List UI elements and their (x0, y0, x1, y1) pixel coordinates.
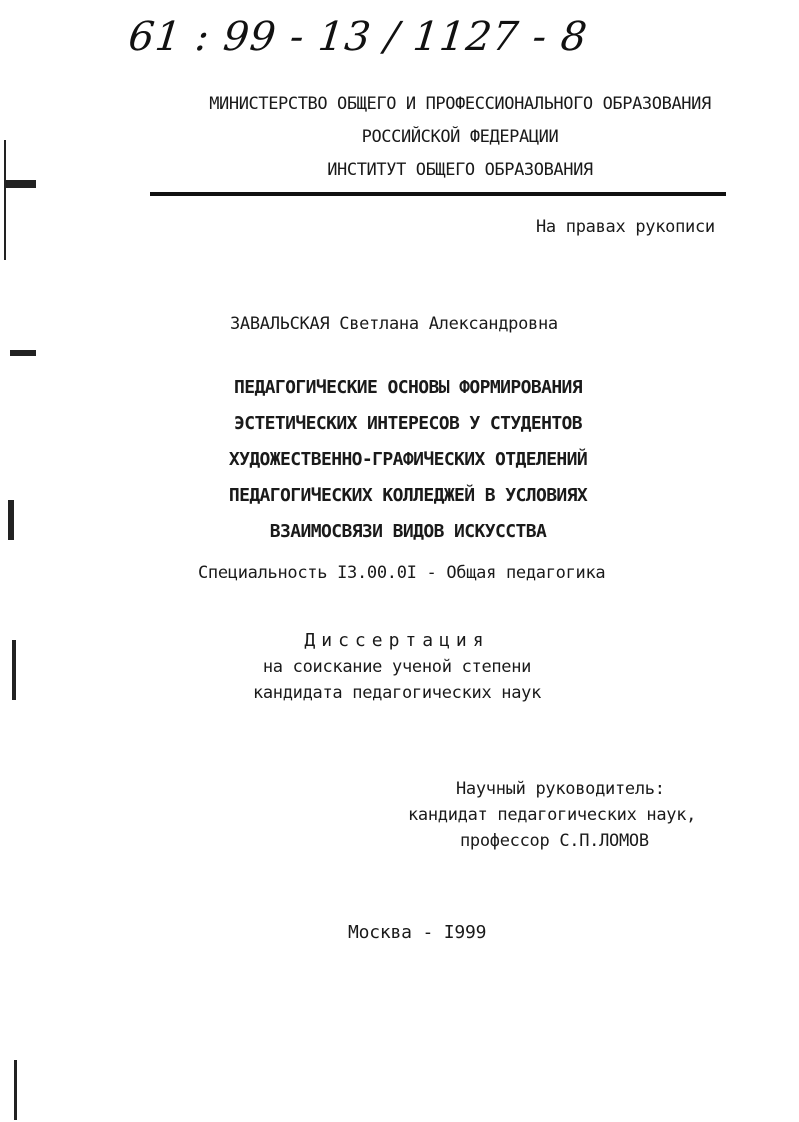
dissertation-block (0, 628, 794, 706)
scan-artifact (6, 180, 36, 188)
advisor-block (408, 776, 696, 854)
specialty: Специальность I3.00.0I - Общая педагогика (198, 563, 606, 583)
ministry-line: ИНСТИТУТ ОБЩЕГО ОБРАЗОВАНИЯ (327, 160, 593, 180)
advisor-label: Научный руководитель: (456, 779, 665, 799)
title-line: ПЕДАГОГИЧЕСКИХ КОЛЛЕДЖЕЙ В УСЛОВИЯХ (228, 485, 588, 506)
scan-artifact (10, 350, 36, 356)
author-name: ЗАВАЛЬСКАЯ Светлана Александровна (230, 314, 558, 334)
title-line: ХУДОЖЕСТВЕННО-ГРАФИЧЕСКИХ ОТДЕЛЕНИЙ (228, 449, 588, 470)
title-line: ПЕДАГОГИЧЕСКИЕ ОСНОВЫ ФОРМИРОВАНИЯ (233, 377, 583, 398)
dissertation-title (0, 370, 799, 550)
scan-artifact (14, 1060, 17, 1120)
ministry-line: МИНИСТЕРСТВО ОБЩЕГО И ПРОФЕССИОНАЛЬНОГО ОБРАЗОВАНИЯ (209, 94, 711, 114)
advisor-name: профессор С.П.ЛОМОВ (460, 831, 649, 851)
degree-line-2: кандидата педагогических наук (252, 683, 542, 703)
scan-artifact (8, 500, 14, 540)
advisor-degree: кандидат педагогических наук, (408, 805, 697, 825)
scan-artifact (12, 640, 16, 700)
city-year: Москва - I999 (348, 922, 487, 943)
header-divider (150, 192, 726, 196)
degree-line-1: на соискание ученой степени (262, 657, 532, 677)
ministry-header (0, 88, 799, 187)
scan-artifact (4, 140, 6, 260)
handwritten-catalog-number: 61 : 99 - 13 / 1127 - 8 (126, 14, 590, 60)
rights-note: На правах рукописи (536, 217, 715, 237)
ministry-line: РОССИЙСКОЙ ФЕДЕРАЦИИ (361, 127, 559, 147)
dissertation-heading: Диссертация (304, 630, 490, 651)
title-line: ВЗАИМОСВЯЗИ ВИДОВ ИСКУССТВА (269, 521, 547, 542)
title-line: ЭСТЕТИЧЕСКИХ ИНТЕРЕСОВ У СТУДЕНТОВ (233, 413, 583, 434)
